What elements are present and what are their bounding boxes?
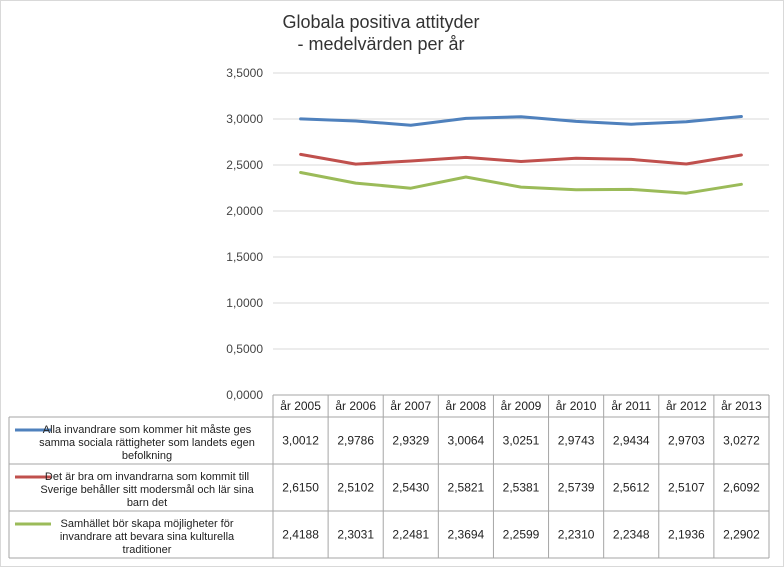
series-line [301,154,742,164]
data-cell: 2,5381 [502,480,540,495]
chart-title-line-1: Globala positiva attityder [282,12,480,32]
y-tick-label: 0,5000 [226,342,263,356]
series-line [301,173,742,194]
data-cell: 2,5102 [337,480,375,495]
legend-label: befolkning [121,450,173,462]
data-cell: 2,9434 [612,433,650,448]
data-cell: 2,2902 [723,527,760,542]
data-cell: 2,5739 [557,480,595,495]
x-tick-label: år 2012 [665,399,707,413]
x-tick-label: år 2010 [555,399,597,413]
x-tick-label: år 2011 [611,399,652,413]
data-cell: 2,5107 [667,480,705,495]
y-tick-label: 1,0000 [226,296,263,310]
legend-label: Det är bra om invandrarna som kommit till [44,471,250,483]
legend-label: Alla invandrare som kommer hit måste ges [42,424,252,436]
data-cell: 2,3031 [337,527,375,542]
data-cell: 2,6150 [282,480,319,495]
y-tick-label: 2,0000 [226,204,263,218]
data-cell: 3,0272 [723,433,760,448]
data-cell: 3,0064 [447,433,485,448]
line-chart [1,1,783,566]
legend-label: invandrare att bevara sina kulturella [59,531,235,543]
legend-label: Sverige behåller sitt modersmål och lär sina [40,484,254,496]
data-cell: 2,5430 [392,480,430,495]
chart-title-line-2: - medelvärden per år [297,34,465,54]
x-tick-label: år 2009 [500,399,542,413]
data-cell: 3,0251 [502,433,540,448]
x-tick-label: år 2008 [445,399,487,413]
data-cell: 2,9703 [667,433,705,448]
data-cell: 2,9743 [557,433,595,448]
data-cell: 2,6092 [723,480,760,495]
legend-label: samma sociala rättigheter som landets egen [39,437,255,449]
data-cell: 2,9329 [392,433,430,448]
y-tick-label: 0,0000 [226,388,263,402]
x-tick-label: år 2006 [335,399,377,413]
y-tick-label: 3,0000 [226,112,263,126]
data-cell: 2,2310 [557,527,595,542]
y-tick-label: 2,5000 [226,158,263,172]
data-cell: 2,3694 [447,527,485,542]
data-cell: 3,0012 [282,433,319,448]
legend-label: barn det [126,497,168,509]
y-tick-label: 3,5000 [226,66,263,80]
data-cell: 2,1936 [667,527,705,542]
data-cell: 2,5612 [612,480,650,495]
data-cell: 2,2599 [502,527,540,542]
data-cell: 2,2481 [392,527,430,542]
y-tick-label: 1,5000 [226,250,263,264]
x-tick-label: år 2007 [390,399,432,413]
x-tick-label: år 2005 [280,399,321,413]
data-cell: 2,9786 [337,433,375,448]
data-cell: 2,4188 [282,527,319,542]
x-tick-label: år 2013 [721,399,762,413]
data-cell: 2,5821 [447,480,485,495]
legend-label: traditioner [122,544,172,556]
series-line [301,117,742,126]
legend-label: Samhället bör skapa möjligheter för [60,518,234,530]
data-cell: 2,2348 [612,527,650,542]
